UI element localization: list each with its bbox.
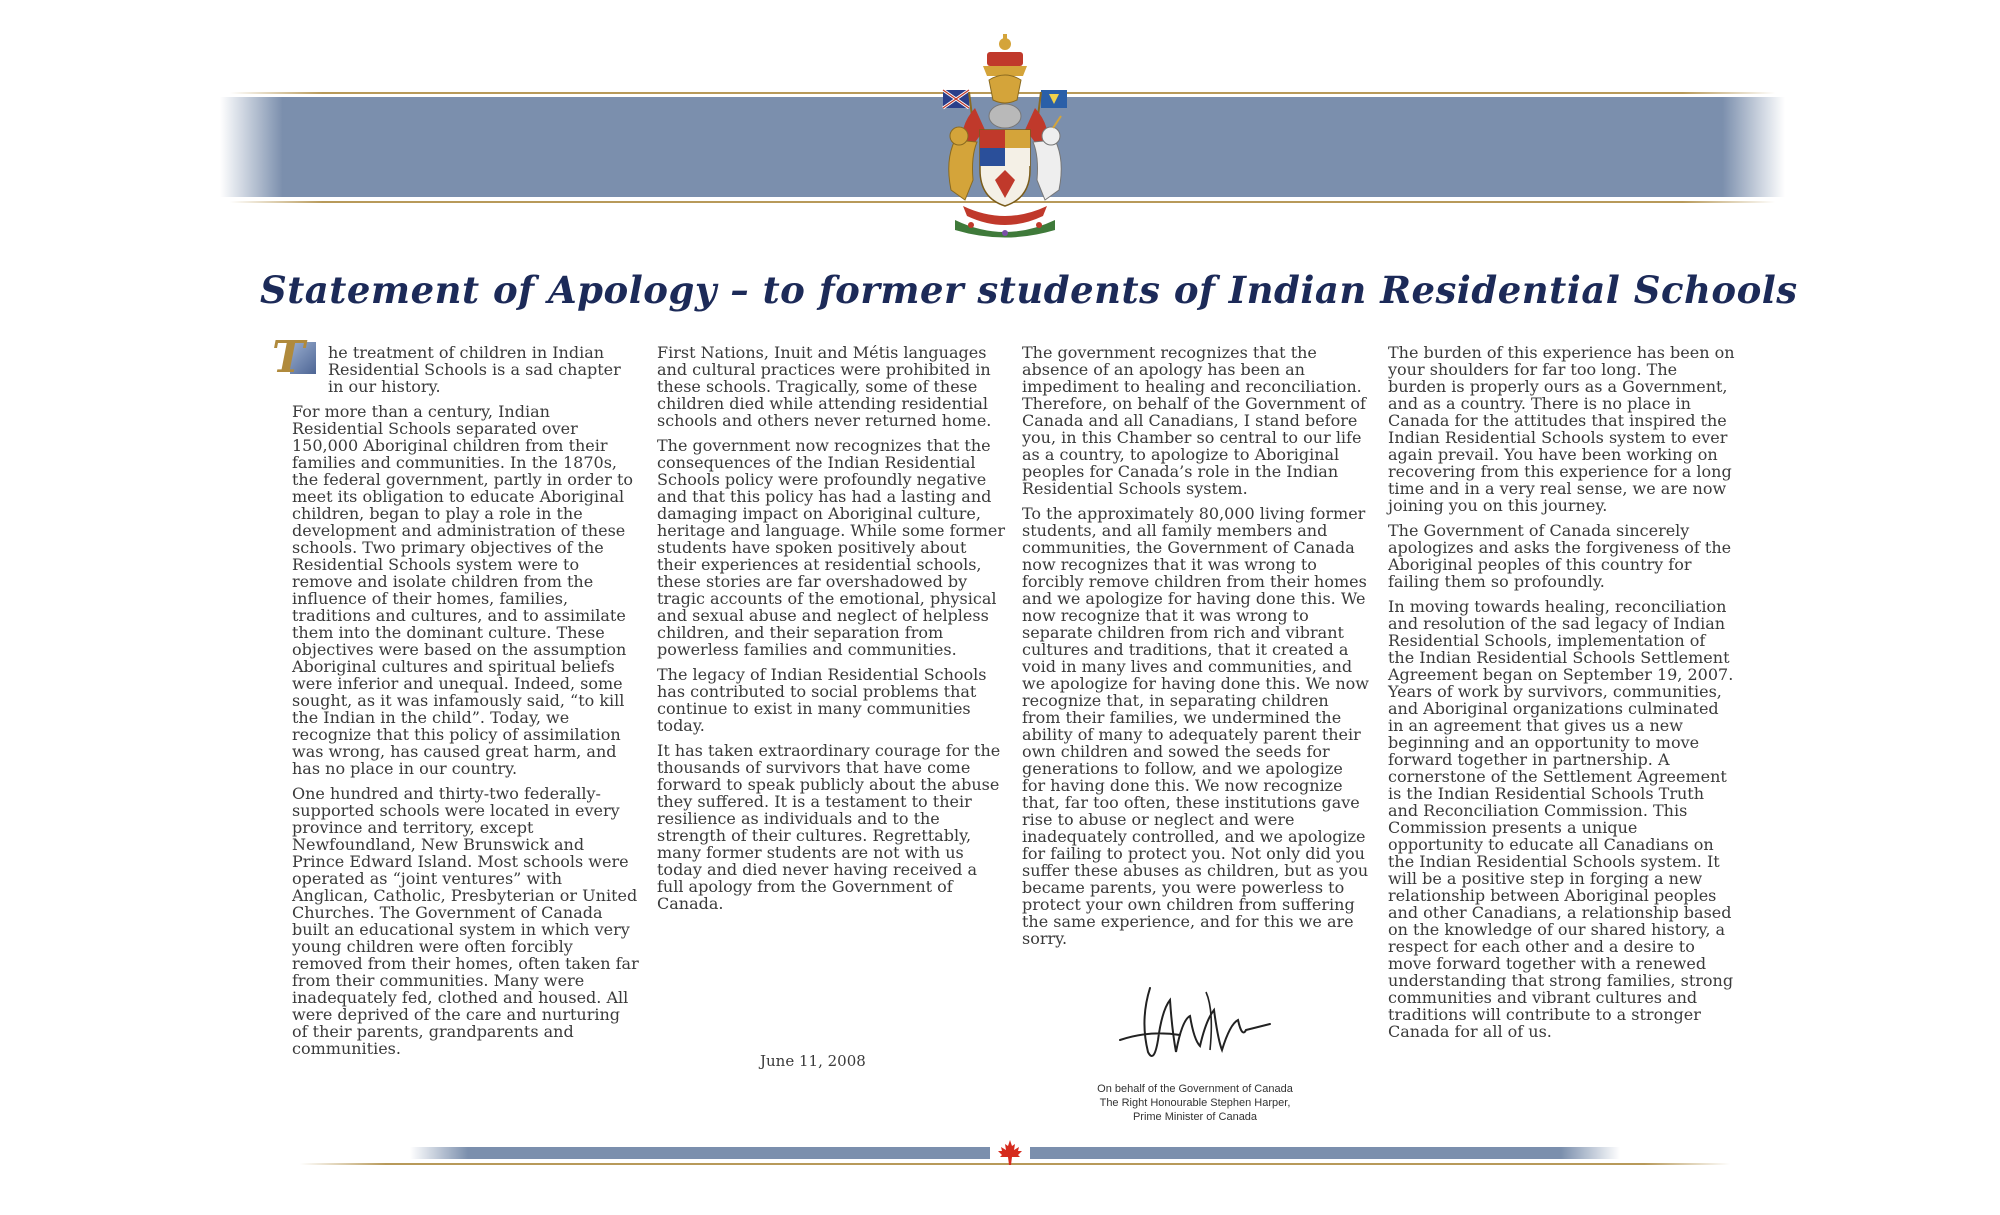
signature-line-1: On behalf of the Government of Canada: [1097, 1083, 1293, 1095]
document-title: Statement of Apology – to former students of Indian Residential Schools: [260, 268, 1798, 312]
text-column-2: [657, 344, 1005, 920]
signature-line-2: The Right Honourable Stephen Harper,: [1099, 1097, 1291, 1109]
maple-leaf-icon: [995, 1138, 1025, 1168]
bottom-blue-band-left: [410, 1147, 990, 1159]
paragraph: The legacy of Indian Residential Schools has contributed to social problems that continue to exist in many communities today.: [657, 665, 987, 735]
paragraph: To the approximately 80,000 living former students, and all family members and communities, the Government of Canada now recognizes that it was wrong to forcibly remove children from their homes and we apologize for having done this. We now recognize that it was wrong to separate children from rich and vibrant cultures and traditions, that it created a void in many lives and communities, and we apologize for having done this. We now recognize that, in separating children from their families, we undermined the ability of many to adequately parent their own children and sowed the seeds for generations to follow, and we apologize for having done this. We now recognize that, far too often, these institutions gave rise to abuse or neglect and were inadequately controlled, and we apologize for failing to protect you. Not only did you suffer these abuses as children, but as you became parents, you were powerless to protect your own children from suffering the same experience, and for this we are sorry.: [1022, 504, 1369, 948]
paragraph: T he treatment of children in Indian Residential Schools is a sad chapter in our history.: [272, 332, 621, 396]
text-column-4: [1388, 344, 1736, 1048]
paragraph: It has taken extraordinary courage for the thousands of survivors that have come forward to speak publicly about the abuse they suffered. It is a testament to their resilience as individuals and to the strength of their cultures. Regrettably, many former students are not with us today and died never having received a full apology from the Government of Canada.: [657, 741, 1001, 913]
paragraph: The Government of Canada sincerely apologizes and asks the forgiveness of the Aboriginal peoples of this country for failing them so profoundly.: [1388, 521, 1732, 591]
drop-cap-letter: T: [272, 332, 305, 383]
signature-block: [1040, 1082, 1350, 1124]
paragraph: First Nations, Inuit and Métis languages and cultural practices were prohibited in these schools. Tragically, some of these children died while attending residential schools and others never returned home.: [657, 343, 992, 430]
crown-icon: [983, 34, 1027, 76]
drop-cap: [272, 332, 322, 383]
paragraph: One hundred and thirty-two federally-supported schools were located in every province and territory, except Newfoundland, New Brunswick and Prince Edward Island. Most schools were operated as “joint ventures” with Anglican, Catholic, Presbyterian or United Churches. The Government of Canada built an educational system in which very young children were often forcibly removed from their homes, often taken far from their communities. Many were inadequately fed, clothed and housed. All were deprived of the care and nurturing of their parents, grandparents and communities.: [292, 784, 639, 1058]
paragraph: The government recognizes that the absence of an apology has been an impediment to healing and reconciliation. Therefore, on behalf of the Government of Canada and all Canadians, I stand before you, in this Chamber so central to our life as a country, to apologize to Aboriginal peoples for Canada’s role in the Indian Residential Schools system.: [1022, 343, 1366, 498]
text-column-3: [1022, 344, 1370, 955]
document-date: June 11, 2008: [760, 1052, 866, 1070]
paragraph: In moving towards healing, reconciliation and resolution of the sad legacy of Indian Residential Schools, implementation of the Indian Residential Schools Settlement Agreement began on September 19, 2007. Years of work by survivors, communities, and Aboriginal organizations culminated in an agreement that gives us a new beginning and an opportunity to move forward together in partnership. A cornerstone of the Settlement Agreement is the Indian Residential Schools Truth and Reconciliation Commission. This Commission presents a unique opportunity to educate all Canadians on the Indian Residential Schools system. It will be a positive step in forging a new relationship between Aboriginal peoples and other Canadians, a relationship based on the knowledge of our shared history, a respect for each other and a desire to move forward together with a renewed understanding that strong families, strong communities and vibrant cultures and traditions will contribute to a stronger Canada for all of us.: [1388, 597, 1734, 1041]
signature-line-3: Prime Minister of Canada: [1132, 1111, 1258, 1123]
paragraph: The burden of this experience has been on your shoulders for far too long. The burden is properly ours as a Government, and as a country. There is no place in Canada for the attitudes that inspired the Indian Residential Schools system to ever again prevail. You have been working on recovering from this experience for a long time and in a very real sense, we are now joining you on this journey.: [1388, 343, 1735, 515]
signature-image: [1110, 980, 1280, 1070]
text-column-1: [272, 332, 640, 1065]
paragraph: The government now recognizes that the consequences of the Indian Residential Schools policy were profoundly negative and that this policy has had a lasting and damaging impact on Aboriginal culture, heritage and language. While some former students have spoken positively about their experiences at residential schools, these stories are far overshadowed by tragic accounts of the emotional, physical and sexual abuse and neglect of helpless children, and their separation from powerless families and communities.: [657, 436, 1006, 659]
bottom-blue-band-right: [1030, 1147, 1620, 1159]
paragraph: For more than a century, Indian Residential Schools separated over 150,000 Aboriginal children from their families and communities. In the 1870s, the federal government, partly in order to meet its obligation to educate Aboriginal children, began to play a role in the development and administration of these schools. Two primary objectives of the Residential Schools system were to remove and isolate children from the influence of their homes, families, traditions and cultures, and to assimilate them into the dominant culture. These objectives were based on the assumption Aboriginal cultures and spiritual beliefs were inferior and unequal. Indeed, some sought, as it was infamously said, “to kill the Indian in the child”. Today, we recognize that this policy of assimilation was wrong, has caused great harm, and has no place in our country.: [292, 402, 634, 778]
coat-of-arms-icon: [925, 30, 1085, 245]
